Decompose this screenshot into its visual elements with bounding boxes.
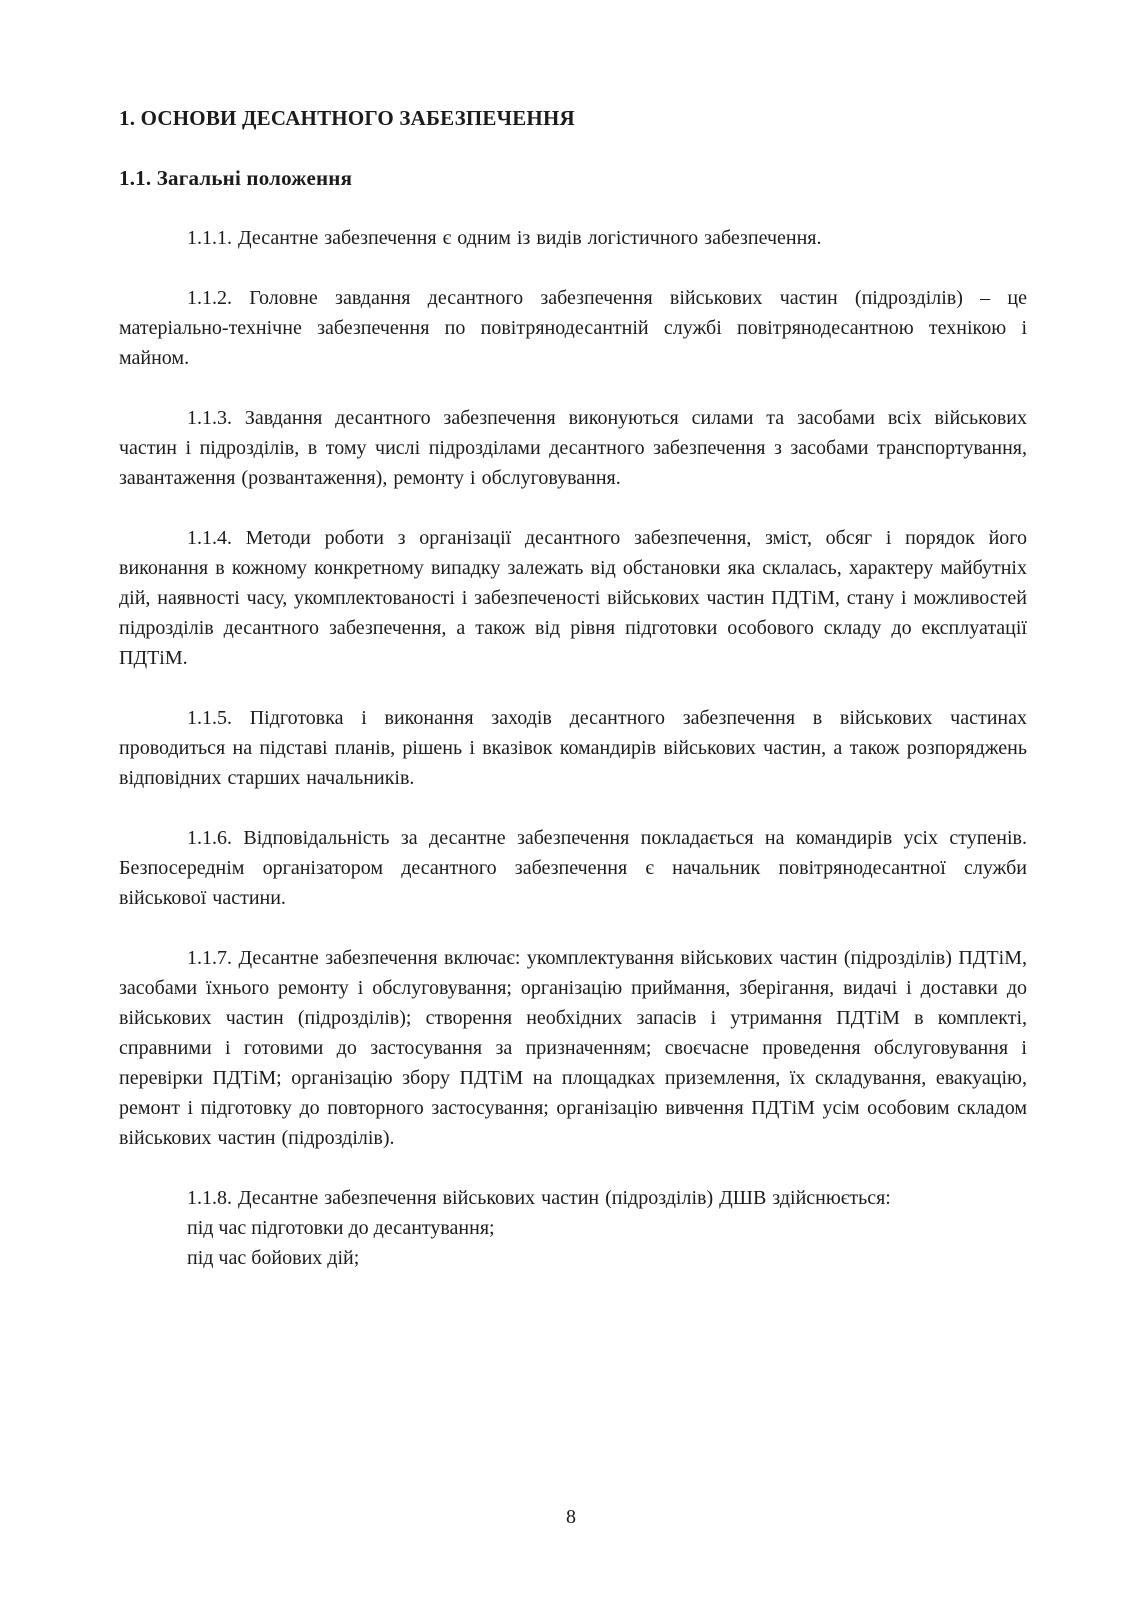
list-item-combat-actions: під час бойових дій; xyxy=(187,1247,360,1269)
paragraph-1-1-2: 1.1.2. Головне завдання десантного забезпечення військових частин (підрозділів) – це матеріально-технічне забезпечення по повітрянодесантній службі повітрянодесантною технікою і майном. xyxy=(119,287,1027,369)
paragraph-1-1-5: 1.1.5. Підготовка і виконання заходів десантного забезпечення в військових частинах проводиться на підставі планів, рішень і вказівок командирів військових частин, а також розпоряджень відповідних старших начальників. xyxy=(119,707,1027,789)
paragraph-1-1-8: 1.1.8. Десантне забезпечення військових частин (підрозділів) ДШВ здійснюється: xyxy=(187,1187,891,1209)
list-item-preparation-for-landing: під час підготовки до десантування; xyxy=(187,1217,495,1239)
subsection-heading: 1.1. Загальні положення xyxy=(119,166,353,190)
paragraph-1-1-3: 1.1.3. Завдання десантного забезпечення виконуються силами та засобами всіх військових частин і підрозділів, в тому числі підрозділами десантного забезпечення з засобами транспортування, завантаження (розвантаження), ремонту і обслуговування. xyxy=(119,407,1027,489)
paragraph-1-1-7: 1.1.7. Десантне забезпечення включає: укомплектування військових частин (підрозділів) ПДТіМ, засобами їхнього ремонту і обслуговування; організацію приймання, зберігання, видачі і доставки до військових частин (підрозділів); створення необхідних запасів і утримання ПДТіМ в комплекті, справними і готовими до застосування за призначенням; своєчасне проведення обслуговування і перевірки ПДТіМ; організацію збору ПДТіМ на площадках приземлення, їх складування, евакуацію, ремонт і підготовку до повторного застосування; організацію вивчення ПДТіМ усім особовим складом військових частин (підрозділів). xyxy=(119,947,1027,1149)
paragraph-1-1-1: 1.1.1. Десантне забезпечення є одним із видів логістичного забезпечення. xyxy=(187,227,822,249)
page-number: 8 xyxy=(566,1506,576,1528)
document-content xyxy=(119,103,1027,1273)
section-heading: 1. ОСНОВИ ДЕСАНТНОГО ЗАБЕЗПЕЧЕННЯ xyxy=(119,106,575,130)
paragraph-1-1-4: 1.1.4. Методи роботи з організації десантного забезпечення, зміст, обсяг і порядок його виконання в кожному конкретному випадку залежать від обстановки яка склалась, характеру майбутніх дій, наявності часу, укомплектованості і забезпеченості військових частин ПДТіМ, стану і можливостей підрозділів десантного забезпечення, а також від рівня підготовки особового складу до експлуатації ПДТіМ. xyxy=(119,527,1027,669)
paragraph-1-1-6: 1.1.6. Відповідальність за десантне забезпечення покладається на командирів усіх ступенів. Безпосереднім організатором десантного забезпечення є начальник повітрянодесантної служби військової частини. xyxy=(119,827,1027,909)
